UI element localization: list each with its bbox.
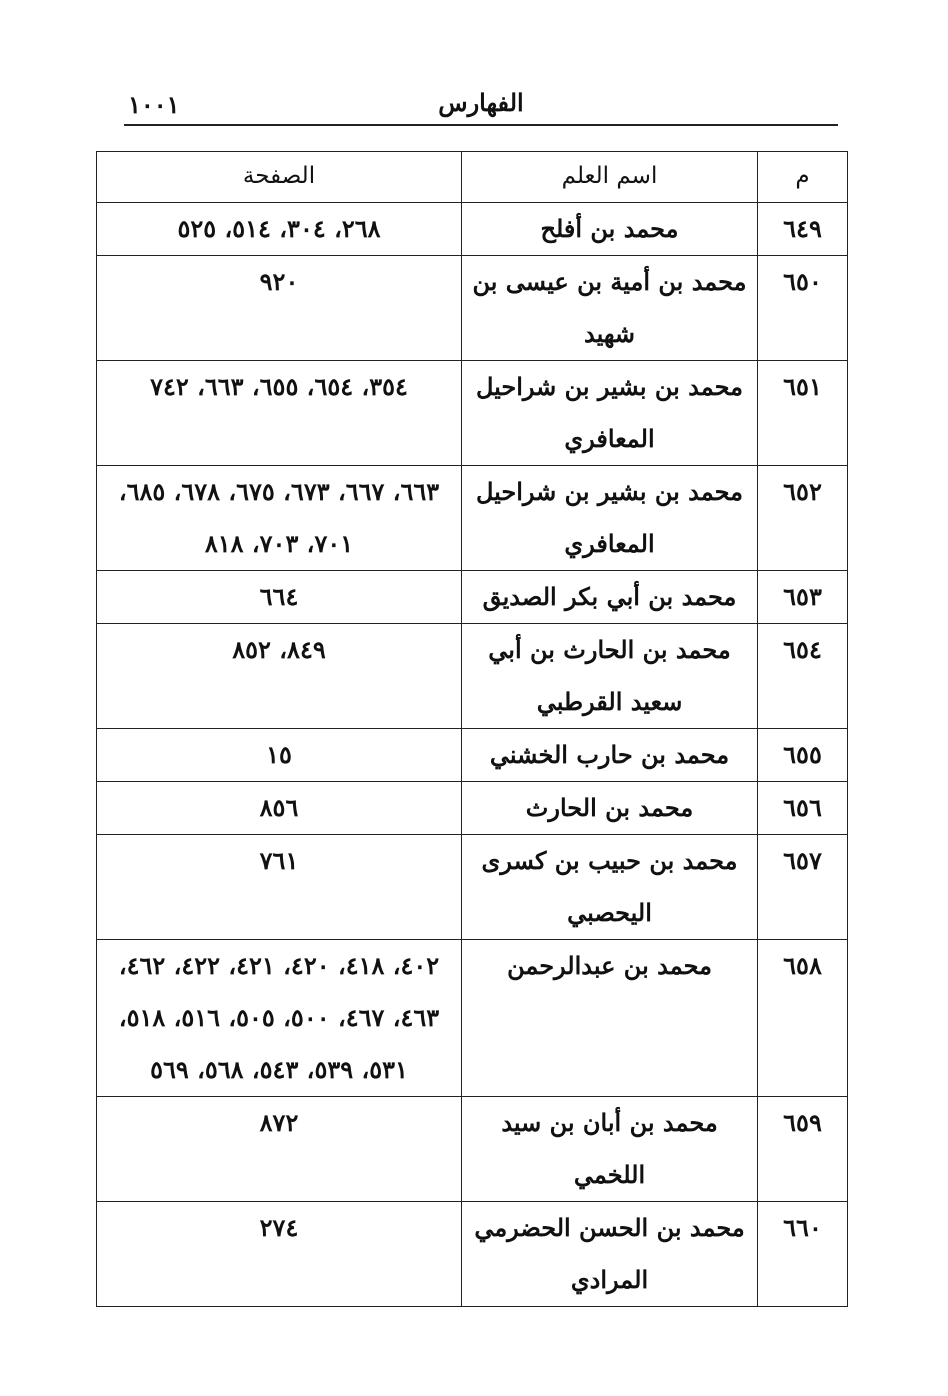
page-references: ٢٧٤ bbox=[97, 1202, 462, 1307]
person-name: محمد بن أمية بن عيسى بن شهيد bbox=[462, 256, 758, 361]
person-name: محمد بن بشير بن شراحيل المعافري bbox=[462, 466, 758, 571]
row-number: ٦٥٣ bbox=[758, 571, 848, 624]
table-row bbox=[97, 571, 848, 624]
row-number: ٦٥٢ bbox=[758, 466, 848, 571]
table-row bbox=[97, 782, 848, 835]
page-references: ٦٦٣، ٦٦٧، ٦٧٣، ٦٧٥، ٦٧٨، ٦٨٥، ٧٠١، ٧٠٣، ٨١٨ bbox=[97, 466, 462, 571]
page-references: ٧٦١ bbox=[97, 835, 462, 940]
row-number: ٦٥٨ bbox=[758, 940, 848, 1097]
row-number: ٦٥٠ bbox=[758, 256, 848, 361]
page-references: ٨٧٢ bbox=[97, 1097, 462, 1202]
table-row bbox=[97, 624, 848, 729]
person-name: محمد بن عبدالرحمن bbox=[462, 940, 758, 1097]
names-index-table bbox=[96, 151, 848, 1307]
table-row bbox=[97, 940, 848, 1097]
page-header bbox=[124, 84, 838, 126]
page-references: ٩٢٠ bbox=[97, 256, 462, 361]
person-name: محمد بن أبان بن سيد اللخمي bbox=[462, 1097, 758, 1202]
page-references: ٨٤٩، ٨٥٢ bbox=[97, 624, 462, 729]
table-row bbox=[97, 466, 848, 571]
table-header-row bbox=[97, 152, 848, 203]
table-row bbox=[97, 1202, 848, 1307]
column-header-number: م bbox=[758, 152, 848, 203]
row-number: ٦٥٩ bbox=[758, 1097, 848, 1202]
row-number: ٦٤٩ bbox=[758, 203, 848, 256]
person-name: محمد بن حارب الخشني bbox=[462, 729, 758, 782]
person-name: محمد بن الحسن الحضرمي المرادي bbox=[462, 1202, 758, 1307]
page-number: ١٠٠١ bbox=[128, 90, 180, 119]
table-row bbox=[97, 835, 848, 940]
page-references: ٦٦٤ bbox=[97, 571, 462, 624]
person-name: محمد بن الحارث بن أبي سعيد القرطبي bbox=[462, 624, 758, 729]
row-number: ٦٥١ bbox=[758, 361, 848, 466]
table-row bbox=[97, 361, 848, 466]
person-name: محمد بن أبي بكر الصديق bbox=[462, 571, 758, 624]
row-number: ٦٥٦ bbox=[758, 782, 848, 835]
page-references: ٣٥٤، ٦٥٤، ٦٥٥، ٦٦٣، ٧٤٢ bbox=[97, 361, 462, 466]
page-title: الفهارس bbox=[438, 88, 524, 117]
row-number: ٦٥٥ bbox=[758, 729, 848, 782]
table-row bbox=[97, 1097, 848, 1202]
row-number: ٦٥٤ bbox=[758, 624, 848, 729]
row-number: ٦٥٧ bbox=[758, 835, 848, 940]
page-references: ١٥ bbox=[97, 729, 462, 782]
page-references: ٤٠٢، ٤١٨، ٤٢٠، ٤٢١، ٤٢٢، ٤٦٢، ٤٦٣، ٤٦٧، ٥٠٠، ٥٠٥، ٥١٦، ٥١٨، ٥٣١، ٥٣٩، ٥٤٣، ٥٦٨، ٥٦٩ bbox=[97, 940, 462, 1097]
person-name: محمد بن حبيب بن كسرى اليحصبي bbox=[462, 835, 758, 940]
table-row bbox=[97, 729, 848, 782]
page-references: ٨٥٦ bbox=[97, 782, 462, 835]
table-row bbox=[97, 203, 848, 256]
page-references: ٢٦٨، ٣٠٤، ٥١٤، ٥٢٥ bbox=[97, 203, 462, 256]
table-row bbox=[97, 256, 848, 361]
person-name: محمد بن الحارث bbox=[462, 782, 758, 835]
column-header-pages: الصفحة bbox=[97, 152, 462, 203]
person-name: محمد بن أفلح bbox=[462, 203, 758, 256]
person-name: محمد بن بشير بن شراحيل المعافري bbox=[462, 361, 758, 466]
row-number: ٦٦٠ bbox=[758, 1202, 848, 1307]
column-header-name: اسم العلم bbox=[462, 152, 758, 203]
